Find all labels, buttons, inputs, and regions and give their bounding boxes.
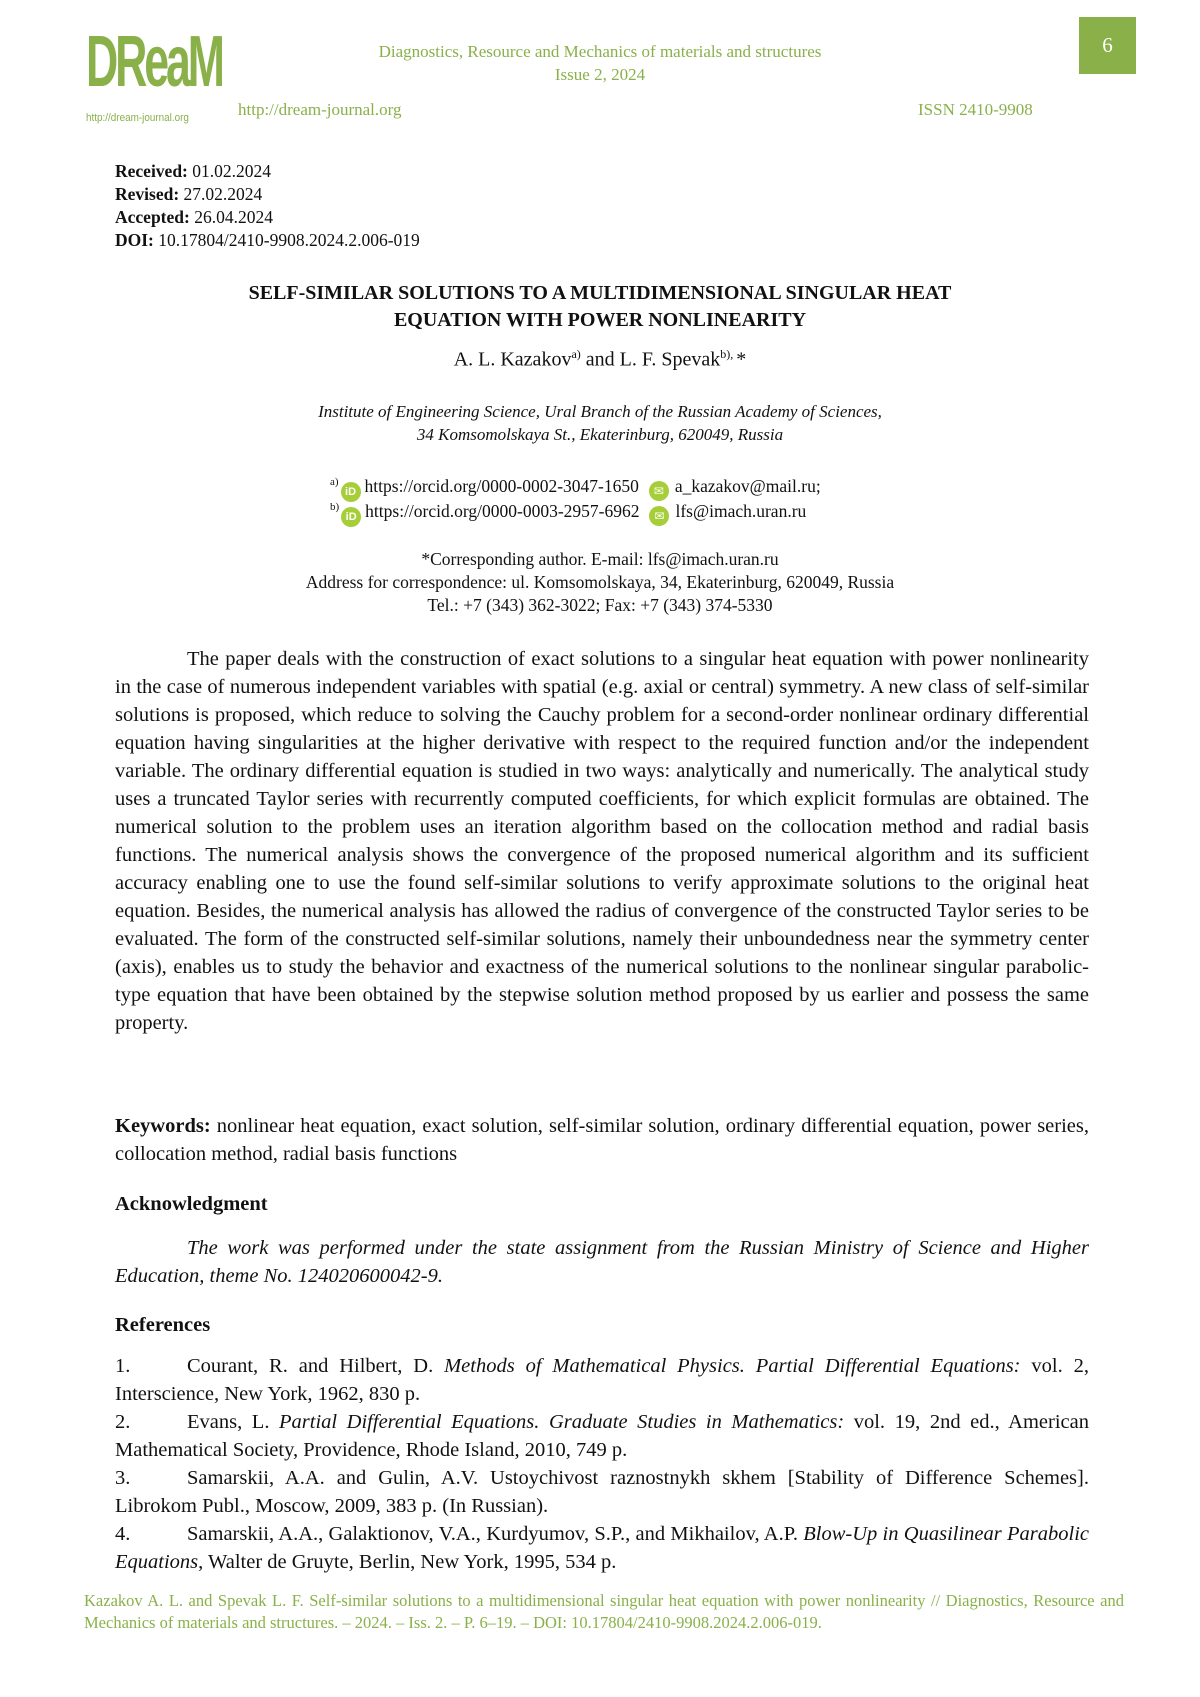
reference-item: [115, 1464, 1089, 1520]
reference-item: [115, 1352, 1089, 1408]
orcid-row-b: [330, 495, 806, 527]
reference-authors: Samarskii, A.A., Galaktionov, V.A., Kurdyumov, S.P., and Mikhailov, A.P.: [187, 1523, 804, 1545]
reference-details: vol. 19, 2nd ed., American Mathematical Society, Providence, Rhode Island, 2010, 749 p.: [115, 1411, 1089, 1461]
issn: ISSN 2410-9908: [918, 100, 1033, 119]
affiliation: [130, 400, 1070, 446]
orcid-icon: iD: [341, 482, 361, 502]
paper-title: [130, 280, 1070, 334]
received-label: Received:: [115, 161, 188, 181]
keywords-label: Keywords:: [115, 1115, 211, 1137]
citation-footer: Kazakov A. L. and Spevak L. F. Self-similar solutions to a multidimensional singular heat equation with power nonlinearity // Diagnostics, Resource and Mechanics of materials and structures. – 2024. – Iss. 2. – P. 6–19. – DOI: 10.17804/2410-9908.2024.2.006-019.: [84, 1591, 1124, 1632]
reference-authors: Samarskii, A.A. and Gulin, A.V. Ustoychivost raznostnykh skhem [Stability of Difference Schemes]. Librokom Publ., Moscow, 2009, 383 p. (In Russian).: [115, 1467, 1089, 1517]
reference-details: , Walter de Gruyte, Berlin, New York, 1995, 534 p.: [198, 1551, 617, 1573]
reference-authors: Courant, R. and Hilbert, D.: [187, 1355, 445, 1377]
reference-title: Blow-Up in Quasilinear Parabolic Equations: [115, 1523, 1089, 1573]
correspondence-phone: Tel.: +7 (343) 362-3022; Fax: +7 (343) 374-5330: [427, 595, 773, 615]
orcid-link[interactable]: https://orcid.org/0000-0002-3047-1650: [364, 475, 639, 496]
reference-item: [115, 1408, 1089, 1464]
acknowledgment-heading: Acknowledgment: [115, 1193, 268, 1215]
email-icon: ✉: [649, 481, 669, 501]
author-conjunction: and: [580, 348, 620, 371]
affiliation-line-2: 34 Komsomolskaya St., Ekaterinburg, 620049, Russia: [416, 425, 784, 444]
abstract-text: The paper deals with the construction of exact solutions to a singular heat equation with power nonlinearity in the case of numerous independent variables with spatial (e.g. axial or central) symmetry. A new class of self-similar solutions is proposed, which reduce to solving the Cauchy problem for a second-order nonlinear ordinary differential equation having singularities at the higher derivative with respect to the required function and/or the independent variable. The ordinary differential equation is studied in two ways: analytically and numerically. The analytical study uses a truncated Taylor series with recurrently computed coefficients, for which explicit formulas are obtained. The numerical solution to the problem uses an iteration algorithm based on the collocation method and radial basis functions. The numerical analysis shows the convergence of the proposed numerical algorithm and its sufficient accuracy enabling one to use the found self-similar solutions to verify approximate solutions to the original heat equation. Besides, the numerical analysis has allowed the radius of convergence of the constructed Taylor series to be evaluated. The form of the constructed self-similar solutions, namely their unboundedness near the symmetry center (axis), enables us to study the behavior and exactness of the numerical solutions to the nonlinear singular parabolic-type equation that have been obtained by the stepwise solution method proposed by us earlier and possess the same property.: [115, 648, 1089, 1034]
received-date: 01.02.2024: [192, 161, 272, 181]
author-2-tag: b),: [720, 347, 737, 361]
journal-name: Diagnostics, Resource and Mechanics of materials and structures: [378, 42, 822, 61]
journal-title: [300, 40, 900, 86]
email-icon: ✉: [649, 506, 669, 526]
corresponding-star: *: [736, 348, 747, 371]
correspondence-address: Address for correspondence: ul. Komsomolskaya, 34, Ekaterinburg, 620049, Russia: [305, 572, 895, 592]
reference-title: Partial Differential Equations. Graduate Studies in Mathematics:: [279, 1411, 845, 1433]
received-line: [115, 160, 420, 183]
doi-line: [115, 229, 420, 252]
journal-issue: Issue 2, 2024: [554, 65, 646, 84]
author-1-tag: a): [571, 347, 581, 361]
doi-label: DOI:: [115, 230, 154, 250]
logo-wordmark: DReaM: [86, 22, 222, 102]
author-list: [130, 347, 1070, 372]
email-link[interactable]: lfs@imach.uran.ru: [675, 500, 807, 521]
reference-authors: Evans, L.: [187, 1411, 280, 1433]
email-link[interactable]: a_kazakov@mail.ru;: [674, 475, 821, 496]
keywords-text: nonlinear heat equation, exact solution, self-similar solution, ordinary differential equation, power series, collocation method, radial basis functions: [115, 1115, 1089, 1165]
reference-details: vol. 2, Interscience, New York, 1962, 830 p.: [115, 1355, 1089, 1405]
revised-line: [115, 183, 420, 206]
affiliation-line-1: Institute of Engineering Science, Ural Branch of the Russian Academy of Sciences,: [318, 402, 882, 421]
accepted-line: [115, 206, 420, 229]
revised-date: 27.02.2024: [183, 184, 263, 204]
orcid-tag: b): [330, 501, 340, 513]
journal-url-link[interactable]: http://dream-journal.org: [238, 100, 402, 119]
author-1: A. L. Kazakov: [453, 348, 572, 371]
keywords: [115, 1112, 1089, 1168]
orcid-link[interactable]: https://orcid.org/0000-0003-2957-6962: [365, 500, 640, 521]
reference-item: [115, 1520, 1089, 1576]
references-heading: References: [115, 1314, 211, 1336]
page-number-badge: 6: [1079, 17, 1136, 74]
journal-logo: [86, 16, 222, 128]
corresponding-author: *Corresponding author. E-mail: lfs@imach.uran.ru: [421, 549, 779, 569]
reference-number: 1.: [115, 1355, 131, 1377]
acknowledgment-text: The work was performed under the state assignment from the Russian Ministry of Science and Higher Education, theme No. 124020600042-9.: [115, 1237, 1089, 1287]
logo-url: http://dream-journal.org: [86, 112, 189, 124]
reference-title: Methods of Mathematical Physics. Partial Differential Equations:: [444, 1355, 1021, 1377]
reference-number: 3.: [115, 1467, 131, 1489]
correspondence-block: [130, 548, 1070, 617]
orcid-icon: iD: [341, 507, 361, 527]
acknowledgment: [115, 1234, 1089, 1290]
abstract: [115, 645, 1089, 1037]
author-2: L. F. Spevak: [619, 348, 721, 371]
references-list: [115, 1352, 1089, 1576]
title-line-1: SELF-SIMILAR SOLUTIONS TO A MULTIDIMENSIONAL SINGULAR HEAT: [248, 282, 952, 304]
revised-label: Revised:: [115, 184, 180, 204]
article-dates: [115, 160, 420, 252]
reference-number: 2.: [115, 1411, 131, 1433]
reference-number: 4.: [115, 1523, 131, 1545]
accepted-date: 26.04.2024: [194, 207, 273, 227]
doi-value[interactable]: 10.17804/2410-9908.2024.2.006-019: [158, 230, 420, 250]
orcid-tag: a): [330, 476, 339, 488]
accepted-label: Accepted:: [115, 207, 190, 227]
title-line-2: EQUATION WITH POWER NONLINEARITY: [393, 309, 807, 331]
